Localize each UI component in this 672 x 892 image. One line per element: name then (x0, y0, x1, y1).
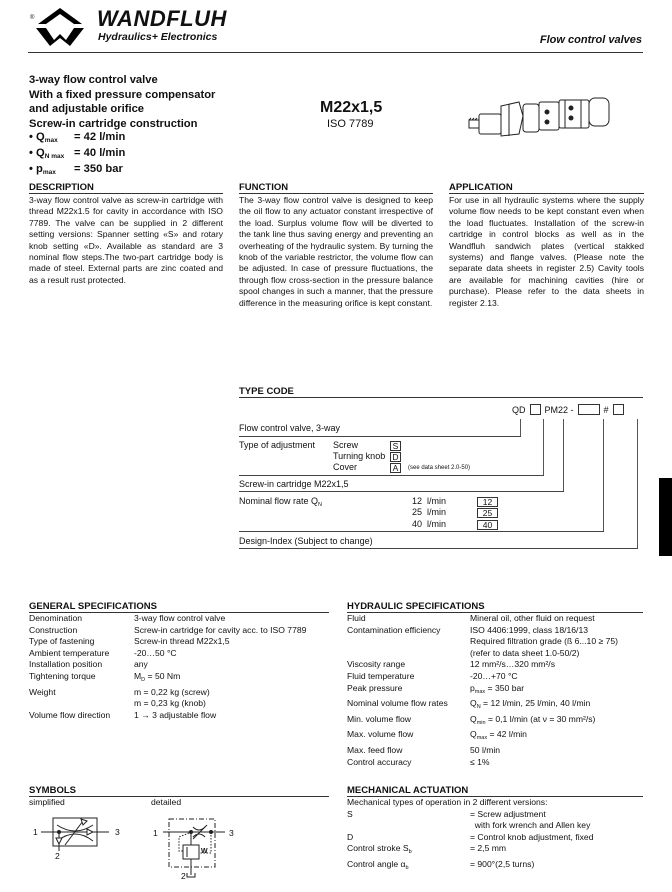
spec-symbol: Q (36, 131, 45, 143)
flow-unit: l/min (427, 507, 447, 517)
spec-key: Control accuracy (347, 756, 412, 767)
code-box-40: 40 (477, 520, 498, 530)
spec-key: Min. volume flow (347, 713, 411, 724)
description-section (29, 182, 223, 286)
spec-key (347, 648, 470, 660)
spec-row (29, 648, 329, 660)
tc-adjustment-label: Type of adjustment (239, 440, 316, 450)
spec-key (347, 859, 470, 875)
spec-symbol: p (36, 163, 43, 175)
spec-value: (refer to data sheet 1.0-50/2) (470, 647, 580, 658)
flow-option-12 (412, 496, 446, 506)
model-thread: M22x1,5 (320, 99, 383, 116)
detailed-port-3-label: 3 (229, 828, 234, 838)
product-title (29, 73, 215, 131)
hydraulic-specifications (347, 601, 643, 768)
detailed-port-2-label: 2 (181, 871, 186, 881)
spec-key: S (347, 808, 353, 819)
spec-key: D (347, 831, 354, 842)
register-tab-marker (659, 478, 672, 556)
spec-key-text: Control angle α (347, 858, 406, 869)
spec-row (347, 625, 643, 637)
spec-key: Max. feed flow (347, 744, 403, 755)
spec-key-sub: b (405, 864, 409, 871)
tc-flow-label (239, 496, 322, 508)
spec-value-sub: max (474, 688, 486, 695)
key-specs (29, 131, 125, 179)
flow-option-40 (412, 519, 446, 529)
connector-adjustment (543, 419, 544, 476)
spec-row (347, 613, 643, 625)
spec-value-rest: = 50 Nm (145, 670, 181, 681)
title-line: Screw-in cartridge construction (29, 117, 198, 130)
tc-option-screw: Screw (333, 440, 359, 450)
description-text: 3-way flow control valve as screw-in cartridge with thread M22x1.5 for cavity in accordance with ISO 7789. The valve can be supplied in 2 different setting versions: Spanner setting «S» and rotary knob setting «D». Available as standard are 3 nominal flow steps.The two-part cartridge body is made of steel. External parts are zinc coated and as a result rust protected. (29, 195, 223, 285)
tc-rule (239, 475, 544, 476)
mechanical-heading: MECHANICAL ACTUATION (347, 785, 643, 797)
spec-value (470, 729, 527, 745)
spec-key: Volume flow direction (29, 709, 111, 720)
flow-label-sub: N (318, 502, 323, 508)
spec-value: m = 0,22 kg (screw) (134, 686, 210, 697)
function-text: The 3-way flow control valve is designed to keep the oil flow to any actuator constant irrespective of the load. Surplus volume flow will be diverted to the tank line thus saving energy and preventing an overheating of the hydraulic system. By turning the knob of the variable restrictor, the volume flow can be adjusted. In case of pressure fluctuations, the through flow cross-section in the pressure balance spool changes in such a manner, that the pressure difference in the measuring orifice is kept constant. (239, 195, 433, 308)
tc-valve-label: Flow control valve, 3-way (239, 423, 341, 433)
type-code-heading: TYPE CODE (239, 386, 643, 398)
spec-value: Required filtration grade (ß 6...10 ≥ 75) (470, 636, 619, 647)
spec-value: = Screw adjustment (470, 808, 546, 819)
port-1-label: 1 (33, 827, 38, 837)
adjustment-note: (see data sheet 2.0-50) (408, 465, 471, 471)
spec-key: Nominal volume flow rates (347, 698, 448, 709)
spec-row (347, 648, 643, 660)
spec-key (347, 636, 470, 648)
spec-value-sub: min (476, 719, 486, 726)
spec-value-rest: = 0,1 l/min (at ν = 30 mm²/s) (485, 713, 596, 724)
iso-standard: ISO 7789 (327, 118, 374, 130)
spec-value (470, 714, 595, 730)
code-box-d: D (390, 452, 401, 462)
spec-value: Screw-in thread M22x1,5 (134, 636, 230, 647)
spec-value-sub: max (476, 735, 488, 742)
description-heading: DESCRIPTION (29, 182, 223, 194)
mechanical-actuation (347, 785, 643, 875)
brand-name: WANDFLUH (97, 6, 227, 31)
spec-row (347, 757, 643, 769)
spec-value-symbol: p (470, 682, 475, 693)
registered-mark: ® (30, 15, 35, 21)
adjustment-code-box (530, 404, 541, 415)
application-heading: APPLICATION (449, 182, 644, 194)
spec-key: Denomination (29, 613, 83, 623)
flow-option-25 (412, 507, 446, 517)
detailed-symbol-icon (159, 815, 239, 890)
tc-rule (239, 436, 521, 437)
spec-row (347, 714, 643, 730)
spec-key: Tightening torque (29, 670, 96, 681)
spec-value-symbol: Q (470, 698, 477, 709)
general-specifications (29, 601, 329, 721)
tc-option-knob: Turning knob (333, 451, 386, 461)
title-line: and adjustable orifice (29, 103, 145, 115)
spec-value-symbol: Q (470, 729, 477, 740)
spec-row (347, 698, 643, 714)
code-prefix: QD (512, 404, 526, 415)
spec-value: Screw-in cartridge for cavity acc. to ISO 7789 (134, 624, 307, 635)
spec-key-text: Control stroke S (347, 843, 409, 854)
spec-value: with fork wrench and Allen key (470, 820, 591, 831)
spec-row (347, 745, 643, 757)
application-section (449, 182, 644, 309)
spec-row (29, 687, 329, 699)
code-mid: PM22 - (544, 404, 574, 415)
port-3-label: 3 (115, 827, 120, 837)
spec-value: = 42 l/min (74, 131, 126, 143)
spec-key: Ambient temperature (29, 647, 110, 658)
spec-value: -20…50 °C (134, 647, 177, 658)
spec-value: Mineral oil, other fluid on request (470, 613, 595, 623)
general-specs-heading: GENERAL SPECIFICATIONS (29, 601, 329, 613)
spec-value-rest: = 12 l/min, 25 l/min, 40 l/min (480, 698, 591, 709)
spec-key: Fluid (347, 613, 366, 623)
spec-row (29, 659, 329, 671)
spec-key (347, 820, 470, 832)
simplified-symbol-icon (29, 815, 139, 860)
flow-unit: l/min (427, 519, 447, 529)
tc-rule (239, 531, 604, 532)
spec-key: Type of fastening (29, 636, 95, 647)
spec-row (347, 729, 643, 745)
spec-row (29, 613, 329, 625)
spec-value: = Control knob adjustment, fixed (470, 831, 594, 842)
spec-value-symbol: Q (470, 713, 477, 724)
connector-design (637, 419, 638, 548)
spec-value: 12 mm²/s…320 mm²/s (470, 659, 555, 670)
junction-dot (57, 830, 61, 834)
type-code-string (512, 404, 624, 415)
code-box-s: S (390, 441, 401, 451)
tc-option-cover: Cover (333, 462, 358, 472)
spec-row (347, 832, 643, 844)
spec-value: = 40 l/min (74, 147, 126, 159)
simplified-label: simplified (29, 797, 65, 807)
flow-unit: l/min (427, 496, 447, 506)
spec-subscript: max (44, 137, 58, 144)
flow-label-text: Nominal flow rate Q (239, 496, 319, 506)
header-divider (28, 52, 643, 53)
symbols-heading: SYMBOLS (29, 785, 329, 797)
spec-row (347, 859, 643, 875)
spec-row (29, 625, 329, 637)
spec-value (470, 683, 524, 699)
mechanical-intro: Mechanical types of operation in 2 different versions: (347, 797, 548, 807)
spec-row (29, 636, 329, 648)
key-spec-qmax: • $Q_{max}$ = 42 l/min (29, 131, 126, 144)
spec-value: any (134, 659, 148, 670)
key-spec-qnmax: • $Q_{N max}$ = 40 l/min (29, 147, 126, 160)
connector-valve (520, 419, 521, 437)
spec-value: m = 0,23 kg (knob) (134, 698, 206, 709)
spec-key: Peak pressure (347, 682, 403, 693)
spec-value: 1 → 3 adjustable flow (134, 709, 217, 720)
connector-flow (603, 419, 604, 531)
spec-value: 50 l/min (470, 744, 501, 755)
spec-row (347, 809, 643, 821)
spec-row (347, 843, 643, 859)
spec-row (29, 710, 329, 722)
design-index-box (613, 404, 624, 415)
spec-value-rest: = 42 l/min (487, 729, 527, 740)
spec-value (134, 671, 180, 687)
spring-label: W (201, 848, 208, 855)
junction-dot (189, 830, 193, 834)
spec-value: 3-way flow control valve (134, 613, 226, 623)
tc-cartridge-label: Screw-in cartridge M22x1,5 (239, 479, 349, 489)
spec-row (347, 683, 643, 699)
flow-value: 40 (412, 519, 423, 529)
junction-dot (209, 830, 213, 834)
application-text: For use in all hydraulic systems where the supply volume flow needs to be kept constant even when the load fluctuates. Installation of the screw-in cartridge in control blocks as well as in the Wandfluh sandwich plates (vertical stakked systems) and flange valves. (Please note the separate data sheets in register 2.5) Cavity tools are available for machining cavities (hire or purchase). Please refer to the data sheets in register 2.13. (449, 195, 644, 308)
spec-value-sub: D (141, 676, 146, 683)
symbols-section (29, 785, 329, 892)
spec-key: Max. volume flow (347, 729, 414, 740)
spec-value: ≤ 1% (470, 756, 490, 767)
spec-value: = 2,5 mm (470, 843, 507, 854)
spec-row (347, 820, 643, 832)
spec-value: = 900°(2,5 turns) (470, 858, 535, 869)
spec-value-rest: = 350 bar (485, 682, 525, 693)
title-line: With a fixed pressure compensator (29, 88, 216, 101)
spec-row (29, 698, 329, 710)
spec-value: -20…+70 °C (470, 670, 518, 681)
detailed-port-1-label: 1 (153, 828, 158, 838)
hydraulic-specs-heading: HYDRAULIC SPECIFICATIONS (347, 601, 643, 613)
spec-key (347, 843, 470, 859)
function-heading: FUNCTION (239, 182, 433, 194)
spec-value: ISO 4406:1999, class 18/16/13 (470, 624, 589, 635)
spec-key (29, 698, 134, 710)
spec-value-sub: N (476, 704, 481, 711)
code-box-12: 12 (477, 497, 498, 507)
cartridge-valve-image (465, 92, 615, 142)
tc-design-index-label: Design-Index (Subject to change) (239, 536, 373, 546)
spec-row (347, 671, 643, 683)
flow-value: 12 (412, 496, 423, 506)
function-section (239, 182, 433, 309)
connector-cartridge (563, 419, 564, 492)
code-box-a: A (390, 463, 401, 473)
tc-rule (239, 548, 638, 549)
product-category: Flow control valves (539, 34, 642, 46)
detailed-label: detailed (151, 797, 182, 807)
spec-symbol: Q (36, 147, 45, 159)
key-spec-pmax: • $p_{max}$ = 350 bar (29, 163, 123, 176)
title-line: 3-way flow control valve (29, 74, 158, 86)
spec-value: = 350 bar (74, 163, 123, 175)
spec-row (29, 671, 329, 687)
spec-key: Viscosity range (347, 659, 406, 670)
spec-value (470, 698, 590, 714)
brand-tagline: Hydraulics+ Electronics (98, 31, 218, 43)
spec-key: Contamination efficiency (347, 624, 441, 635)
spec-subscript: N max (44, 153, 65, 160)
port-2-label: 2 (55, 851, 60, 861)
code-hash: # (603, 404, 609, 415)
spec-key: Construction (29, 624, 78, 635)
spec-key-sub: b (408, 849, 412, 856)
spec-subscript: max (42, 169, 56, 176)
flow-code-box (578, 404, 600, 415)
spec-row (347, 659, 643, 671)
spec-value-symbol: M (134, 670, 142, 681)
flow-value: 25 (412, 507, 423, 517)
spec-key: Weight (29, 686, 56, 697)
spec-row (347, 636, 643, 648)
tc-rule (239, 491, 564, 492)
spec-key: Installation position (29, 659, 103, 670)
spec-key: Fluid temperature (347, 670, 415, 681)
code-box-25: 25 (477, 508, 498, 518)
